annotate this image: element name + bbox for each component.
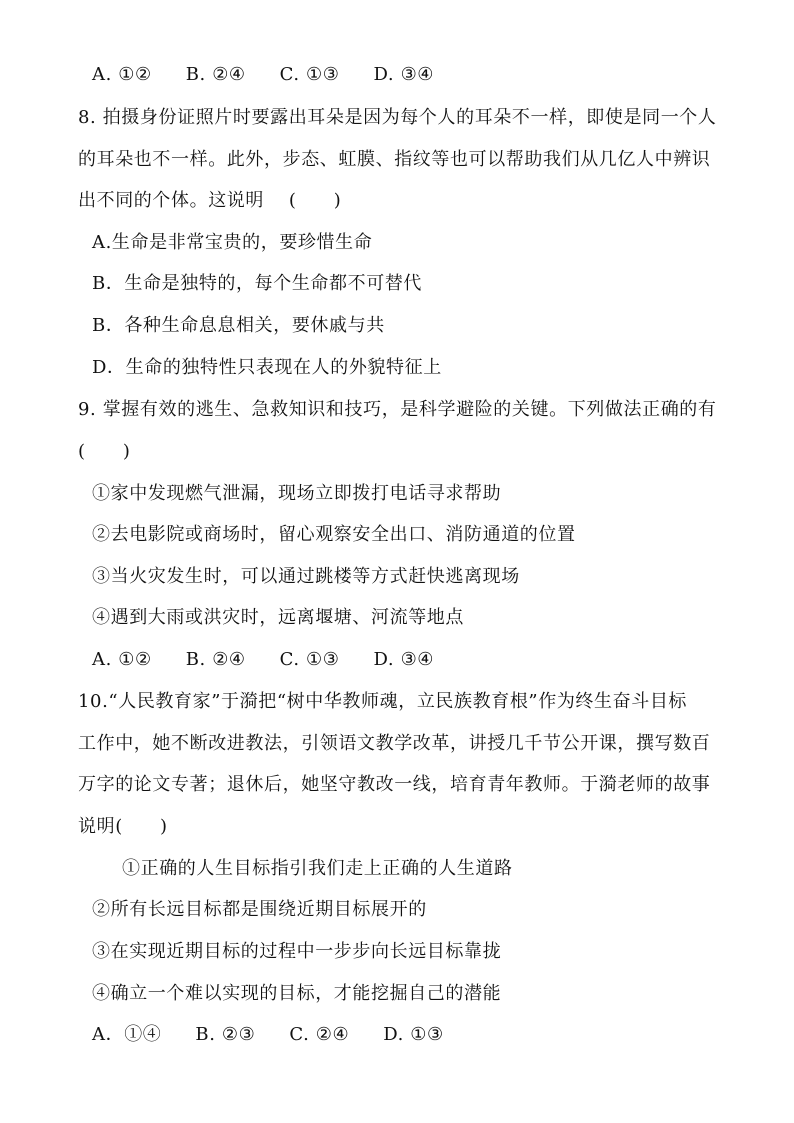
q9-option-d: D. ③④ xyxy=(373,649,435,670)
q8-stem-line-3: 出不同的个体。这说明 ( ) xyxy=(78,190,342,211)
q10-options xyxy=(92,1023,444,1047)
q9-stem-line-2: ( ) xyxy=(78,441,131,462)
q7-option-d: D. ③④ xyxy=(373,64,435,85)
q9-options xyxy=(92,648,434,672)
q10-option-b: B. ②③ xyxy=(195,1024,256,1045)
q8-choice-b: B．生命是独特的，每个生命都不可替代 xyxy=(92,273,423,294)
q9-option-c: C. ①③ xyxy=(279,649,340,670)
q10-stem-line-4: 说明( ) xyxy=(78,816,168,837)
q10-stem-line-3: 万字的论文专著；退休后，她坚守教改一线，培育青年教师。于漪老师的故事 xyxy=(78,774,711,795)
q10-statement-4: ④确立一个难以实现的目标，才能挖掘自己的潜能 xyxy=(92,983,502,1004)
q9-stem-line-1: 9. 掌握有效的逃生、急救知识和技巧，是科学避险的关键。下列做法正确的有 xyxy=(78,399,717,420)
q10-option-a: A．①④ xyxy=(92,1024,162,1045)
q8-choice-d: D．生命的独特性只表现在人的外貌特征上 xyxy=(92,357,442,378)
q10-option-c: C. ②④ xyxy=(289,1024,350,1045)
q7-options xyxy=(92,63,434,87)
q8-stem-line-1: 8. 拍摄身份证照片时要露出耳朵是因为每个人的耳朵不一样，即使是同一个人 xyxy=(78,107,717,128)
q10-stem-line-1: 10.“人民教育家”于漪把“树中华教师魂，立民族教育根”作为终生奋斗目标 xyxy=(78,691,688,712)
q7-option-b: B. ②④ xyxy=(185,64,246,85)
q9-option-b: B. ②④ xyxy=(185,649,246,670)
q9-statement-1: ①家中发现燃气泄漏，现场立即拨打电话寻求帮助 xyxy=(92,483,502,504)
q10-stem-line-2: 工作中，她不断改进教法，引领语文教学改革，讲授几千节公开课，撰写数百 xyxy=(78,733,711,754)
q10-statement-2: ②所有长远目标都是围绕近期目标展开的 xyxy=(92,899,427,920)
q10-statement-1: ①正确的人生目标指引我们走上正确的人生道路 xyxy=(122,858,513,879)
q10-statement-3: ③在实现近期目标的过程中一步步向长远目标靠拢 xyxy=(92,941,502,962)
q8-choice-a: A.生命是非常宝贵的，要珍惜生命 xyxy=(92,232,373,253)
q9-statement-4: ④遇到大雨或洪灾时，远离堰塘、河流等地点 xyxy=(92,607,464,628)
q9-statement-3: ③当火灾发生时，可以通过跳楼等方式赶快逃离现场 xyxy=(92,566,520,587)
q7-option-a: A. ①② xyxy=(92,64,152,85)
q8-stem-line-2: 的耳朵也不一样。此外，步态、虹膜、指纹等也可以帮助我们从几亿人中辨识 xyxy=(78,149,711,170)
q9-option-a: A. ①② xyxy=(92,649,152,670)
q10-option-d: D. ①③ xyxy=(383,1024,444,1045)
q7-option-c: C. ①③ xyxy=(279,64,340,85)
q9-statement-2: ②去电影院或商场时，留心观察安全出口、消防通道的位置 xyxy=(92,524,576,545)
q8-choice-b-second: B．各种生命息息相关，要休戚与共 xyxy=(92,315,385,336)
